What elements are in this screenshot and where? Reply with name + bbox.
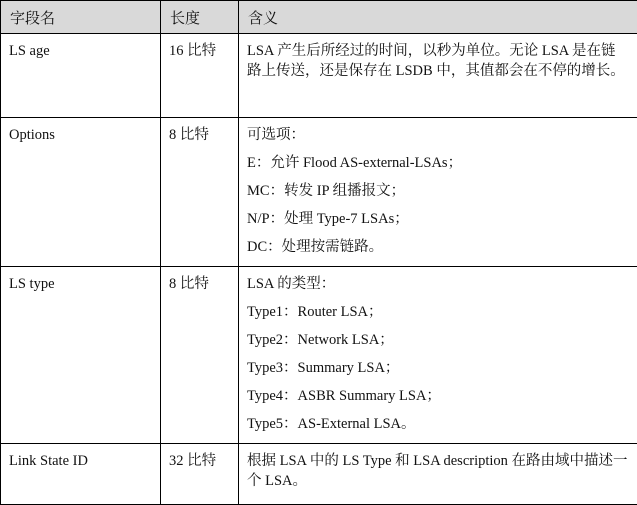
meaning-cell [239,444,637,505]
meaning-line: Type1：Router LSA； [247,302,629,322]
meaning-line: Type3：Summary LSA； [247,358,629,378]
meaning-line: Type5：AS-External LSA。 [247,414,629,434]
meaning-text: 根据 LSA 中的 LS Type 和 LSA description 在路由域中描述一个 LSA。 [247,451,629,491]
table-header-row [1,1,637,34]
meaning-line: Type4：ASBR Summary LSA； [247,386,629,406]
length-cell: 32 比特 [161,444,239,505]
field-name-cell: LS type [1,267,161,444]
meaning-line: N/P：处理 Type-7 LSAs； [247,209,629,229]
meaning-cell [239,267,637,444]
length-cell: 8 比特 [161,267,239,444]
table-row-options [1,118,637,267]
table-row-ls-age [1,34,637,118]
table-row-link-state-id [1,444,637,505]
meaning-line: Type2：Network LSA； [247,330,629,350]
column-header-field-name: 字段名 [1,1,161,34]
meaning-line: 可选项： [247,125,629,145]
meaning-cell [239,34,637,118]
meaning-cell [239,118,637,267]
field-name-cell: Options [1,118,161,267]
meaning-line: MC：转发 IP 组播报文； [247,181,629,201]
length-cell: 8 比特 [161,118,239,267]
meaning-line: DC：处理按需链路。 [247,237,629,257]
meaning-text: LSA 产生后所经过的时间，以秒为单位。无论 LSA 是在链路上传送，还是保存在 LSDB 中，其值都会在不停的增长。 [247,41,629,81]
column-header-meaning: 含义 [239,1,637,34]
column-header-length: 长度 [161,1,239,34]
field-name-cell: LS age [1,34,161,118]
meaning-line: LSA 的类型： [247,274,629,294]
field-name-cell: Link State ID [1,444,161,505]
table-row-ls-type [1,267,637,444]
meaning-line: E：允许 Flood AS-external-LSAs； [247,153,629,173]
length-cell: 16 比特 [161,34,239,118]
